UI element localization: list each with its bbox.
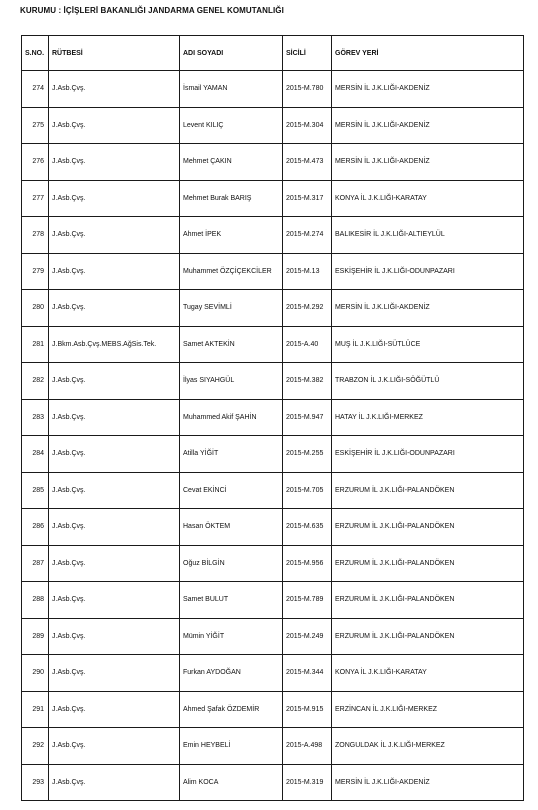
cell-serial-number: 279 bbox=[22, 253, 49, 290]
cell-rank: J.Asb.Çvş. bbox=[49, 764, 180, 801]
table-row bbox=[22, 509, 524, 546]
cell-rank: J.Asb.Çvş. bbox=[49, 472, 180, 509]
table-row bbox=[22, 655, 524, 692]
cell-duty-station: ERZURUM İL J.K.LIĞI-PALANDÖKEN bbox=[332, 618, 524, 655]
cell-rank: J.Asb.Çvş. bbox=[49, 144, 180, 181]
cell-registry-number: 2015-A.498 bbox=[283, 728, 332, 765]
cell-serial-number: 276 bbox=[22, 144, 49, 181]
cell-registry-number: 2015-M.956 bbox=[283, 545, 332, 582]
cell-full-name: Samet BULUT bbox=[180, 582, 283, 619]
cell-registry-number: 2015-M.780 bbox=[283, 71, 332, 108]
cell-registry-number: 2015-A.40 bbox=[283, 326, 332, 363]
cell-rank: J.Asb.Çvş. bbox=[49, 363, 180, 400]
cell-duty-station: TRABZON İL J.K.LIĞI-SÖĞÜTLÜ bbox=[332, 363, 524, 400]
cell-serial-number: 286 bbox=[22, 509, 49, 546]
cell-registry-number: 2015-M.319 bbox=[283, 764, 332, 801]
cell-serial-number: 283 bbox=[22, 399, 49, 436]
table-row bbox=[22, 436, 524, 473]
table-header-row bbox=[22, 36, 524, 71]
cell-full-name: Hasan ÖKTEM bbox=[180, 509, 283, 546]
cell-duty-station: MERSİN İL J.K.LIĞI-AKDENİZ bbox=[332, 71, 524, 108]
cell-rank: J.Asb.Çvş. bbox=[49, 399, 180, 436]
cell-registry-number: 2015-M.635 bbox=[283, 509, 332, 546]
cell-duty-station: MUŞ İL J.K.LIĞI-SÜTLÜCE bbox=[332, 326, 524, 363]
cell-serial-number: 284 bbox=[22, 436, 49, 473]
cell-serial-number: 274 bbox=[22, 71, 49, 108]
cell-serial-number: 281 bbox=[22, 326, 49, 363]
cell-duty-station: ZONGULDAK İL J.K.LIĞI-MERKEZ bbox=[332, 728, 524, 765]
table-row bbox=[22, 253, 524, 290]
cell-registry-number: 2015-M.915 bbox=[283, 691, 332, 728]
table-row bbox=[22, 144, 524, 181]
cell-registry-number: 2015-M.344 bbox=[283, 655, 332, 692]
cell-rank: J.Asb.Çvş. bbox=[49, 509, 180, 546]
table-row bbox=[22, 582, 524, 619]
cell-registry-number: 2015-M.292 bbox=[283, 290, 332, 327]
table-row bbox=[22, 399, 524, 436]
table-row bbox=[22, 326, 524, 363]
cell-full-name: Mümin YİĞİT bbox=[180, 618, 283, 655]
cell-duty-station: MERSİN İL J.K.LIĞI-AKDENİZ bbox=[332, 290, 524, 327]
cell-rank: J.Asb.Çvş. bbox=[49, 290, 180, 327]
cell-duty-station: HATAY İL J.K.LIĞI-MERKEZ bbox=[332, 399, 524, 436]
cell-full-name: Ahmed Şafak ÖZDEMİR bbox=[180, 691, 283, 728]
table-row bbox=[22, 290, 524, 327]
column-header-name: ADI SOYADI bbox=[180, 36, 283, 71]
cell-rank: J.Asb.Çvş. bbox=[49, 545, 180, 582]
cell-full-name: Emin HEYBELİ bbox=[180, 728, 283, 765]
table-row bbox=[22, 545, 524, 582]
cell-full-name: Muhammet ÖZÇİÇEKCİLER bbox=[180, 253, 283, 290]
cell-duty-station: ERZİNCAN İL J.K.LIĞI-MERKEZ bbox=[332, 691, 524, 728]
column-header-registry: SİCİLİ bbox=[283, 36, 332, 71]
cell-serial-number: 292 bbox=[22, 728, 49, 765]
cell-rank: J.Asb.Çvş. bbox=[49, 71, 180, 108]
column-header-duty-station: GÖREV YERİ bbox=[332, 36, 524, 71]
cell-serial-number: 291 bbox=[22, 691, 49, 728]
cell-registry-number: 2015-M.317 bbox=[283, 180, 332, 217]
cell-rank: J.Asb.Çvş. bbox=[49, 691, 180, 728]
cell-serial-number: 275 bbox=[22, 107, 49, 144]
cell-registry-number: 2015-M.304 bbox=[283, 107, 332, 144]
cell-serial-number: 278 bbox=[22, 217, 49, 254]
column-header-rank: RÜTBESİ bbox=[49, 36, 180, 71]
cell-duty-station: ESKİŞEHİR İL J.K.LIĞI-ODUNPAZARI bbox=[332, 253, 524, 290]
cell-rank: J.Asb.Çvş. bbox=[49, 436, 180, 473]
cell-full-name: Alim KOCA bbox=[180, 764, 283, 801]
cell-duty-station: MERSİN İL J.K.LIĞI-AKDENİZ bbox=[332, 107, 524, 144]
cell-serial-number: 280 bbox=[22, 290, 49, 327]
cell-full-name: İsmail YAMAN bbox=[180, 71, 283, 108]
cell-full-name: Oğuz BİLGİN bbox=[180, 545, 283, 582]
cell-registry-number: 2015-M.789 bbox=[283, 582, 332, 619]
cell-duty-station: KONYA İL J.K.LIĞI-KARATAY bbox=[332, 655, 524, 692]
cell-serial-number: 282 bbox=[22, 363, 49, 400]
cell-rank: J.Asb.Çvş. bbox=[49, 618, 180, 655]
cell-duty-station: ESKİŞEHİR İL J.K.LIĞI-ODUNPAZARI bbox=[332, 436, 524, 473]
cell-registry-number: 2015-M.382 bbox=[283, 363, 332, 400]
table-row bbox=[22, 764, 524, 801]
cell-full-name: Atilla YİĞİT bbox=[180, 436, 283, 473]
cell-full-name: Cevat EKİNCİ bbox=[180, 472, 283, 509]
cell-duty-station: ERZURUM İL J.K.LIĞI-PALANDÖKEN bbox=[332, 472, 524, 509]
cell-duty-station: ERZURUM İL J.K.LIĞI-PALANDÖKEN bbox=[332, 582, 524, 619]
cell-full-name: Mehmet ÇAKIN bbox=[180, 144, 283, 181]
table-row bbox=[22, 363, 524, 400]
cell-duty-station: MERSİN İL J.K.LIĞI-AKDENİZ bbox=[332, 144, 524, 181]
cell-full-name: İlyas SIYAHGÜL bbox=[180, 363, 283, 400]
cell-rank: J.Asb.Çvş. bbox=[49, 728, 180, 765]
institution-header: KURUMU : İÇİŞLERİ BAKANLIĞI JANDARMA GENEL KOMUTANLIĞI bbox=[20, 6, 284, 15]
table-body bbox=[22, 71, 524, 801]
cell-serial-number: 293 bbox=[22, 764, 49, 801]
cell-duty-station: MERSİN İL J.K.LIĞI-AKDENİZ bbox=[332, 764, 524, 801]
cell-full-name: Mehmet Burak BARIŞ bbox=[180, 180, 283, 217]
column-header-no: S.NO. bbox=[22, 36, 49, 71]
cell-serial-number: 277 bbox=[22, 180, 49, 217]
table-row bbox=[22, 728, 524, 765]
cell-registry-number: 2015-M.249 bbox=[283, 618, 332, 655]
cell-duty-station: BALIKESİR İL J.K.LIĞI-ALTIEYLÜL bbox=[332, 217, 524, 254]
cell-full-name: Ahmet İPEK bbox=[180, 217, 283, 254]
personnel-table bbox=[21, 35, 524, 801]
cell-registry-number: 2015-M.274 bbox=[283, 217, 332, 254]
cell-serial-number: 290 bbox=[22, 655, 49, 692]
cell-serial-number: 287 bbox=[22, 545, 49, 582]
table-row bbox=[22, 71, 524, 108]
cell-duty-station: ERZURUM İL J.K.LIĞI-PALANDÖKEN bbox=[332, 545, 524, 582]
cell-rank: J.Asb.Çvş. bbox=[49, 107, 180, 144]
cell-rank: J.Asb.Çvş. bbox=[49, 655, 180, 692]
cell-full-name: Samet AKTEKİN bbox=[180, 326, 283, 363]
cell-rank: J.Asb.Çvş. bbox=[49, 217, 180, 254]
cell-registry-number: 2015-M.705 bbox=[283, 472, 332, 509]
table-row bbox=[22, 107, 524, 144]
cell-registry-number: 2015-M.947 bbox=[283, 399, 332, 436]
table-row bbox=[22, 217, 524, 254]
cell-serial-number: 285 bbox=[22, 472, 49, 509]
cell-rank: J.Asb.Çvş. bbox=[49, 582, 180, 619]
cell-serial-number: 288 bbox=[22, 582, 49, 619]
cell-rank: J.Asb.Çvş. bbox=[49, 180, 180, 217]
cell-duty-station: ERZURUM İL J.K.LIĞI-PALANDÖKEN bbox=[332, 509, 524, 546]
cell-full-name: Levent KILIÇ bbox=[180, 107, 283, 144]
cell-registry-number: 2015-M.13 bbox=[283, 253, 332, 290]
cell-full-name: Furkan AYDOĞAN bbox=[180, 655, 283, 692]
table-row bbox=[22, 691, 524, 728]
cell-rank: J.Bkm.Asb.Çvş.MEBS.AğSis.Tek. bbox=[49, 326, 180, 363]
table-row bbox=[22, 472, 524, 509]
cell-duty-station: KONYA İL J.K.LIĞI-KARATAY bbox=[332, 180, 524, 217]
table-row bbox=[22, 180, 524, 217]
cell-registry-number: 2015-M.473 bbox=[283, 144, 332, 181]
table-row bbox=[22, 618, 524, 655]
cell-serial-number: 289 bbox=[22, 618, 49, 655]
cell-full-name: Tugay SEVİMLİ bbox=[180, 290, 283, 327]
cell-rank: J.Asb.Çvş. bbox=[49, 253, 180, 290]
cell-full-name: Muhammed Akif ŞAHİN bbox=[180, 399, 283, 436]
cell-registry-number: 2015-M.255 bbox=[283, 436, 332, 473]
